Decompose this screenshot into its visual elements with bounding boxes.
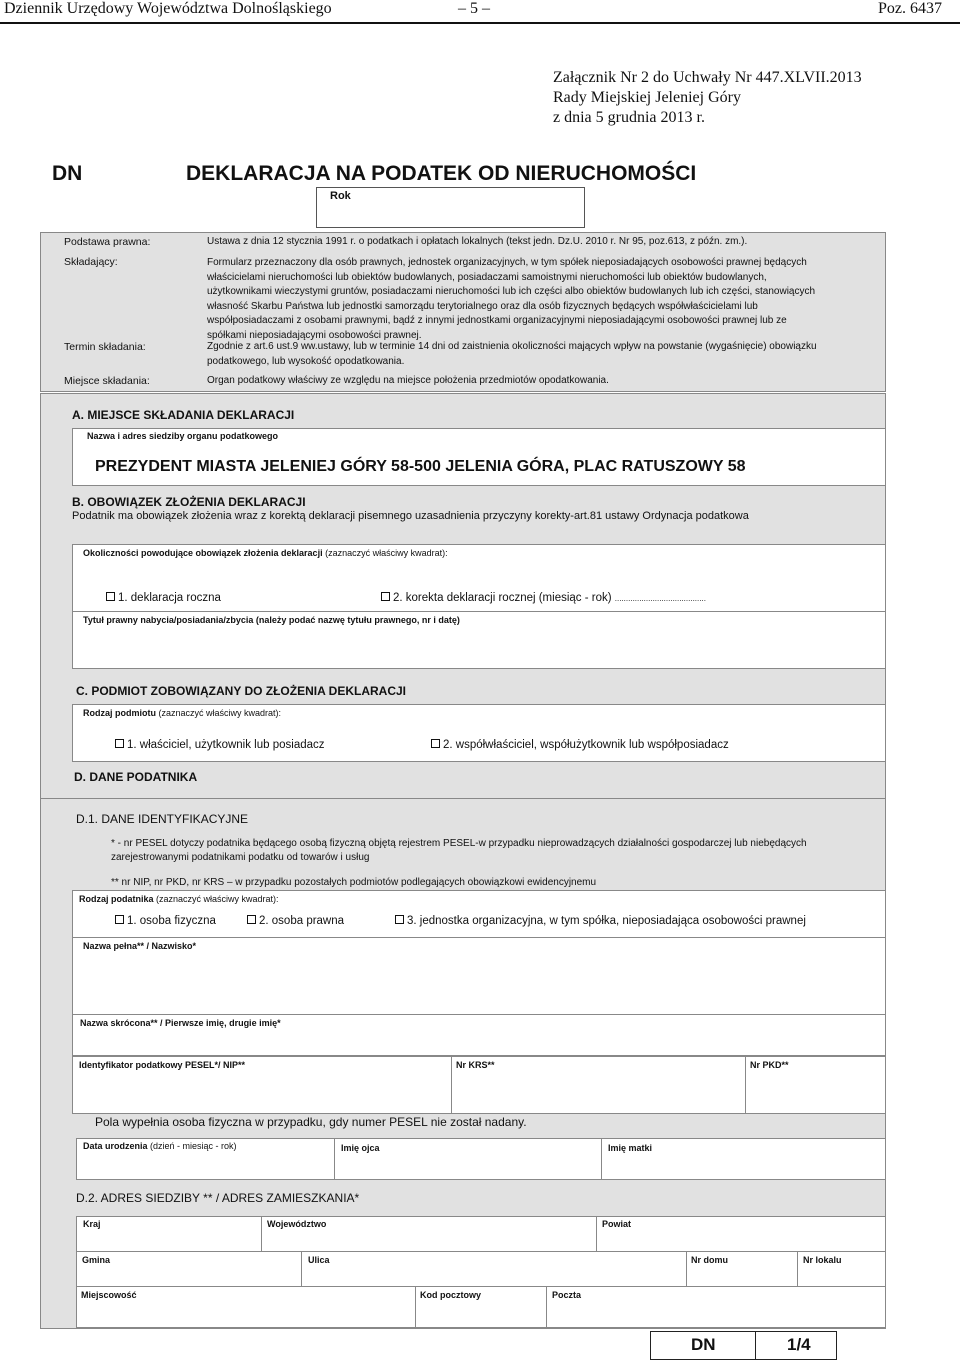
note-pesel-line-1: * - nr PESEL dotyczy podatnika będącego osobą fizyczną objętą rejestrem PESEL-w przypadku nieprowadzących działalności gospodarczej lub niebędących — [111, 838, 807, 849]
section-d-rule — [40, 798, 886, 799]
pkd-field[interactable] — [745, 1056, 886, 1114]
form-title: DEKLARACJA NA PODATEK OD NIERUCHOMOŚCI — [186, 162, 697, 185]
skladajacy-line: Formularz przeznaczony dla osób prawnych, jednostek organizacyjnych, w tym spółek nieposiadających osobowości prawnej będących — [207, 257, 807, 268]
street-label: Ulica — [308, 1255, 330, 1265]
country-field[interactable] — [76, 1216, 262, 1252]
note-pesel — [111, 837, 807, 865]
checkbox-icon[interactable] — [395, 915, 404, 924]
taxpayer-type-label-text: Rodzaj podatnika — [79, 894, 154, 904]
form-code: DN — [52, 162, 83, 185]
skladajacy-line: własność Skarbu Państwa lub jednostki samorządu terytorialnego oraz dla osób fizycznych będących współwłaścicielami lub — [207, 300, 758, 312]
street-field[interactable] — [301, 1251, 687, 1287]
miejsce-label: Miejsce składania: — [64, 375, 150, 387]
footer-form-code: DN — [691, 1335, 716, 1354]
option-organizational-unit-label: 3. jednostka organizacyjna, w tym spółka, nieposiadająca osobowości prawnej — [407, 915, 806, 927]
birth-date-label — [83, 1141, 237, 1151]
krs-label: Nr KRS** — [456, 1060, 495, 1070]
section-c-title: C. PODMIOT ZOBOWIĄZANY DO ZŁOŻENIA DEKLARACJI — [76, 684, 406, 698]
option-natural-person[interactable] — [115, 915, 216, 927]
option-annual-declaration[interactable] — [106, 592, 221, 604]
d1-title: D.1. DANE IDENTYFIKACYJNE — [76, 812, 249, 826]
postal-code-field[interactable] — [415, 1286, 547, 1328]
tax-id-label: Identyfikator podatkowy PESEL*/ NIP** — [79, 1060, 246, 1070]
termin-text — [207, 340, 877, 369]
entity-type-field — [72, 704, 886, 762]
mother-name-label: Imię matki — [608, 1143, 653, 1153]
checkbox-icon[interactable] — [115, 915, 124, 924]
skladajacy-text — [207, 256, 877, 343]
locality-label: Miejscowość — [81, 1290, 137, 1300]
skladajacy-line: użytkownikami wieczystymi gruntów, posiadaczami nieruchomości lub ich części albo obiektów budowlanych lub ich części, stanowiących — [207, 286, 816, 297]
option-co-owner-label: 2. współwłaściciel, współużytkownik lub współposiadacz — [443, 739, 729, 751]
full-name-label: Nazwa pełna** / Nazwisko* — [83, 941, 197, 951]
legal-title-field[interactable] — [72, 611, 886, 669]
apartment-number-field[interactable] — [797, 1251, 886, 1287]
position-number: Poz. 6437 — [878, 0, 942, 17]
checkbox-icon[interactable] — [115, 739, 124, 748]
birth-date-hint: (dzień - miesiąc - rok) — [150, 1141, 237, 1151]
miejsce-text: Organ podatkowy właściwy ze względu na miejsce położenia przedmiotów opodatkowania. — [207, 375, 609, 386]
country-label: Kraj — [83, 1219, 101, 1229]
tax-office-field[interactable] — [72, 428, 886, 486]
checkbox-icon[interactable] — [381, 592, 390, 601]
municipality-label: Gmina — [82, 1255, 111, 1265]
skladajacy-line: spółkami nieposiadającymi osobowości prawnej. — [207, 329, 422, 341]
correction-dots: ......................................... — [614, 594, 706, 603]
section-a-title: A. MIEJSCE SKŁADANIA DEKLARACJI — [72, 408, 295, 422]
post-office-field[interactable] — [546, 1286, 886, 1328]
post-office-label: Poczta — [552, 1290, 582, 1300]
tax-id-field[interactable] — [72, 1056, 452, 1114]
annex-line-3: z dnia 5 grudnia 2013 r. — [553, 109, 705, 126]
fill-note: Pola wypełnia osoba fizyczna w przypadku, gdy numer PESEL nie został nadany. — [95, 1115, 527, 1129]
voivodeship-label: Województwo — [267, 1219, 327, 1229]
short-name-field[interactable] — [72, 1014, 886, 1056]
annex-line-2: Rady Miejskiej Jeleniej Góry — [553, 89, 741, 106]
section-b-subtitle: Podatnik ma obowiązek złożenia wraz z korektą deklaracji pisemnego uzasadnienia przyczyny korekty-art.81 ustawy Ordynacja podatkowa — [72, 510, 749, 522]
house-number-field[interactable] — [686, 1251, 798, 1287]
podstawa-text: Ustawa z dnia 12 stycznia 1991 r. o podatkach i opłatach lokalnych (tekst jedn. Dz.U. 2010 r. Nr 95, poz.613, z późn. zm.). — [207, 236, 748, 247]
option-legal-person-label: 2. osoba prawna — [259, 915, 345, 927]
postal-code-label: Kod pocztowy — [420, 1290, 481, 1300]
tax-office-value: PREZYDENT MIASTA JELENIEJ GÓRY 58-500 JELENIA GÓRA, PLAC RATUSZOWY 58 — [95, 458, 746, 475]
header-rule — [0, 22, 960, 24]
skladajacy-line: właścicielami nieruchomości lub obiektów budowlanych, posiadaczami samoistnymi nieruchomości lub obiektów budowlanych, — [207, 271, 767, 283]
entity-type-hint: (zaznaczyć właściwy kwadrat): — [158, 708, 282, 718]
option-owner-label: 1. właściciel, użytkownik lub posiadacz — [127, 739, 325, 751]
entity-type-label — [83, 708, 281, 718]
option-owner[interactable] — [115, 739, 325, 751]
year-label: Rok — [330, 190, 351, 202]
krs-field[interactable] — [451, 1056, 746, 1114]
option-co-owner[interactable] — [431, 739, 729, 751]
checkbox-icon[interactable] — [106, 592, 115, 601]
checkbox-icon[interactable] — [247, 915, 256, 924]
birth-date-field[interactable] — [76, 1138, 335, 1180]
birth-date-label-text: Data urodzenia — [83, 1141, 148, 1151]
county-field[interactable] — [596, 1216, 886, 1252]
house-number-label: Nr domu — [691, 1255, 728, 1265]
circumstances-label-text: Okoliczności powodujące obowiązek złożenia deklaracji — [83, 548, 323, 558]
option-correction[interactable] — [381, 592, 706, 604]
entity-type-label-text: Rodzaj podmiotu — [83, 708, 156, 718]
tax-office-label: Nazwa i adres siedziby organu podatkowego — [87, 431, 279, 441]
option-correction-label: 2. korekta deklaracji rocznej (miesiąc - rok) — [393, 592, 612, 604]
option-legal-person[interactable] — [247, 915, 344, 927]
footer-page: 1/4 — [787, 1335, 811, 1354]
taxpayer-type-label — [79, 894, 279, 904]
section-b-title: B. OBOWIĄZEK ZŁOŻENIA DEKLARACJI — [72, 495, 306, 509]
locality-field[interactable] — [76, 1286, 416, 1328]
circumstances-hint: (zaznaczyć właściwy kwadrat): — [325, 548, 448, 558]
pkd-label: Nr PKD** — [750, 1060, 789, 1070]
father-name-field[interactable] — [334, 1138, 602, 1180]
taxpayer-type-hint: (zaznaczyć właściwy kwadrat): — [156, 894, 279, 904]
note-pesel-line-2: zarejestrowanymi podatnikami podatku od towarów i usług — [111, 852, 370, 863]
legal-title-label: Tytuł prawny nabycia/posiadania/zbycia (należy podać nazwę tytułu prawnego, nr i datę) — [83, 615, 460, 625]
podstawa-label: Podstawa prawna: — [64, 236, 151, 248]
year-box[interactable] — [316, 187, 585, 228]
annex-block — [553, 68, 862, 128]
termin-line: podatkowego, lub wysokość opodatkowania. — [207, 355, 405, 367]
checkbox-icon[interactable] — [431, 739, 440, 748]
footer-divider — [755, 1332, 756, 1359]
journal-title: Dziennik Urzędowy Województwa Dolnośląskiego — [4, 0, 332, 17]
option-organizational-unit[interactable] — [395, 915, 806, 927]
mother-name-field[interactable] — [601, 1138, 886, 1180]
termin-label: Termin składania: — [64, 341, 146, 353]
full-name-field[interactable] — [72, 937, 886, 1015]
option-natural-person-label: 1. osoba fizyczna — [127, 915, 216, 927]
note-nip: ** nr NIP, nr PKD, nr KRS – w przypadku pozostałych podmiotów podlegających obowiązkowi ewidencyjnemu — [111, 877, 597, 888]
municipality-field[interactable] — [76, 1251, 302, 1287]
apartment-number-label: Nr lokalu — [803, 1255, 842, 1265]
termin-line: Zgodnie z art.6 ust.9 ww.ustawy, lub w terminie 14 dni od zaistnienia okoliczności mających wpływ na powstanie (wygaśnięcie) obowiązku — [207, 341, 817, 352]
father-name-label: Imię ojca — [341, 1143, 380, 1153]
section-d-title: D. DANE PODATNIKA — [74, 770, 198, 784]
skladajacy-line: współposiadaczami z osobami prawnymi, bądź z innymi jednostkami organizacyjnymi nieposiadającymi osobowości prawnej lub ze — [207, 315, 787, 326]
short-name-label: Nazwa skrócona** / Pierwsze imię, drugie imię* — [80, 1018, 281, 1028]
option-annual-label: 1. deklaracja roczna — [118, 592, 221, 604]
page-number: – 5 – — [458, 0, 490, 17]
annex-line-1: Załącznik Nr 2 do Uchwały Nr 447.XLVII.2013 — [553, 69, 862, 86]
voivodeship-field[interactable] — [261, 1216, 597, 1252]
page-footer-box — [650, 1331, 837, 1360]
county-label: Powiat — [602, 1219, 632, 1229]
skladajacy-label: Składający: — [64, 256, 118, 268]
d2-title: D.2. ADRES SIEDZIBY ** / ADRES ZAMIESZKANIA* — [76, 1191, 360, 1205]
circumstances-field — [72, 544, 886, 612]
taxpayer-type-field — [72, 890, 886, 938]
circumstances-label — [83, 548, 448, 558]
